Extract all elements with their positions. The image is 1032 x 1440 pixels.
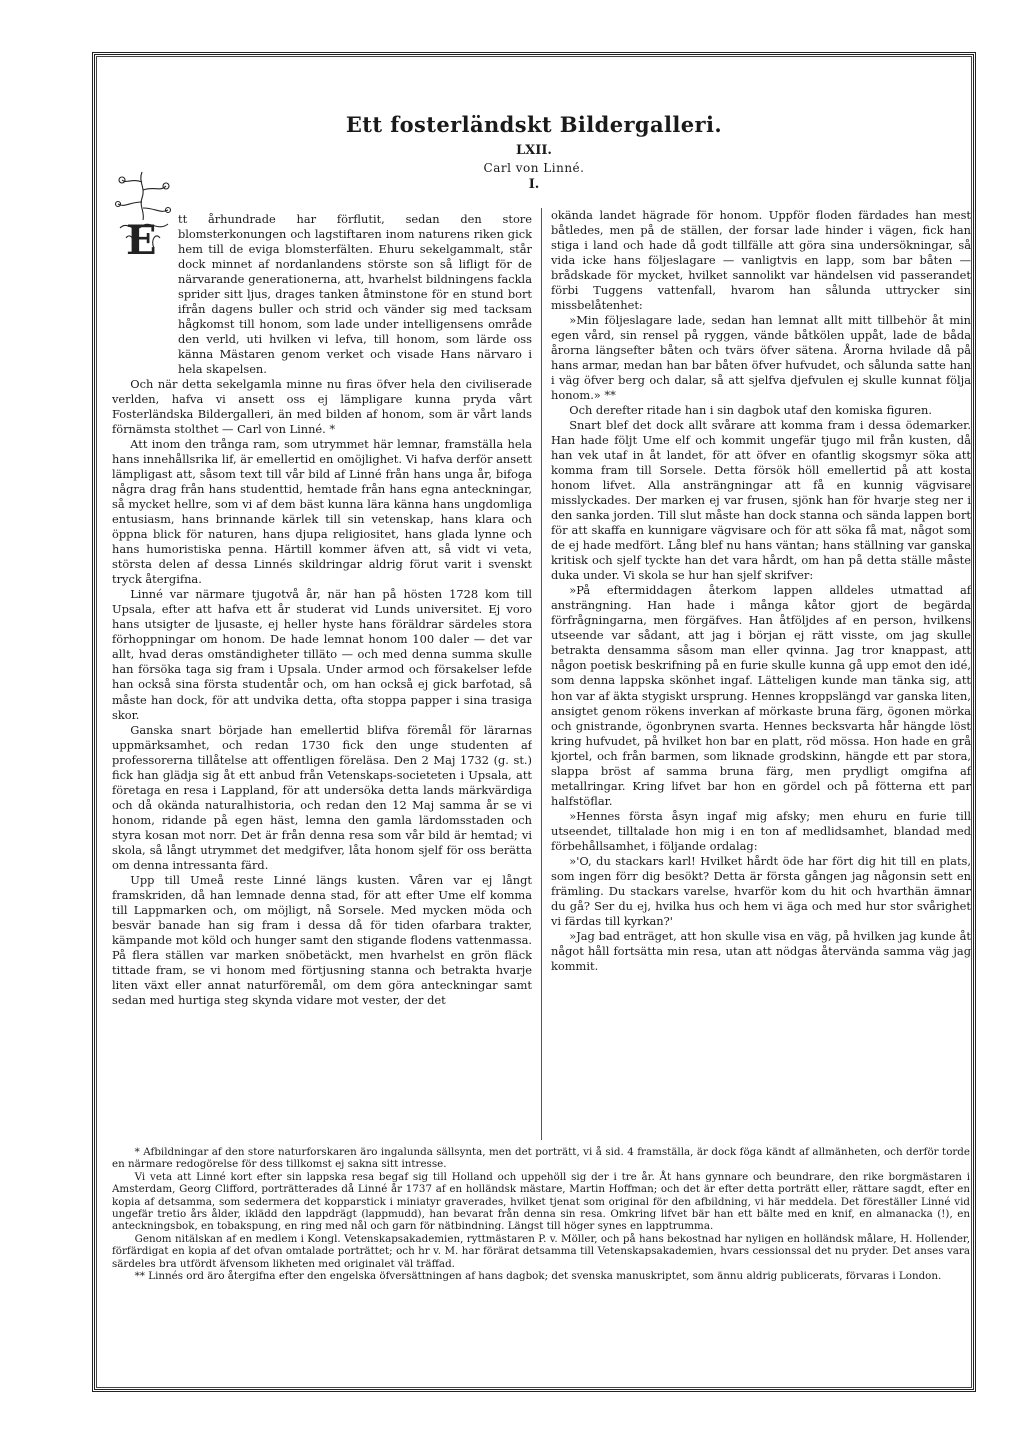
paragraph: »'O, du stackars karl! Hvilket hårdt öde har fört dig hit till en plats, som ingen förr dig besökt? Detta är första gången jag någonsin sett en främling. Du stackars varelse, hvarför kom du hit och hvarthän ämnar du gå? Ser du ej, hvilka hus och hem vi äga och med hur stor svårighet vi färdas till kyrkan?' <box>551 853 971 928</box>
footnote: * Afbildningar af den store naturforskaren äro ingalunda sällsynta, men det porträtt, vi å sid. 4 framställa, är dock föga kändt af allmänheten, och derför torde en närmare redogörelse för dess tillkomst ej sakna sitt intresse. <box>112 1146 970 1171</box>
paragraph: Och derefter ritade han i sin dagbok utaf den komiska figuren. <box>569 403 932 418</box>
article-subject: Carl von Linné. <box>483 161 585 175</box>
footnote: ** Linnés ord äro återgifna efter den engelska öfversättningen af hans dagbok; det svenska manuskriptet, som ännu aldrig publicerats, förvaras i London. <box>134 1270 942 1283</box>
paragraph: »Hennes första åsyn ingaf mig afsky; men ehuru en furie till utseendet, tilltalade hon mig i en ton af medlidsamhet, blandad med förbehållsamhet, i följande ordalag: <box>551 808 971 853</box>
footnotes <box>112 1146 970 1282</box>
paragraph: »Jag bad enträget, att hon skulle visa en väg, på hvilken jag kunde åt något håll fortsätta min resa, utan att nödgas återvända samma väg jag kommit. <box>551 928 971 973</box>
paragraph: Att inom den trånga ram, som utrymmet här lemnar, framställa hela hans innehållsrika lif, är emellertid en omöjlighet. Vi hafva derför ansett lämpligast att, såsom text till vår bild af Linné från hans unga år, bifoga några drag från hans studenttid, hemtade från hans egna anteckningar, så mycket hellre, som vi af dem bäst kunna lära känna hans ungdomliga entusiasm, hans brinnande kärlek till sin vetenskap, hans klara och öppna blick för naturen, hans djupa religiositet, hans glada lynne och hans humoristiska penna. Härtill kommer äfven att, så vidt vi veta, största delen af dessa Linnés skildringar aldrig förut varit i svenskt tryck återgifna. <box>112 437 532 587</box>
paragraph: Snart blef det dock allt svårare att komma fram i dessa ödemarker. Han hade följt Ume elf och kommit ungefär tjugo mil från kusten, då han vek utaf in åt landet, för att öfver en ofantlig skogsmyr söka att komma fram till Sorsele. Detta försök höll emellertid på att kosta honom lifvet. Alla ansträngningar att få en kunnig vägvisare misslyckades. Der marken ej var frusen, sjönk han för hvarje steg ner i den sanka jorden. Till slut måste han dock stanna och sända lappen bort för att skaffa en kunnigare vägvisare och för att söka få mat, något som de ej hade medfört. Lång blef nu hans väntan; hans ställning var ganska kritisk och sjelf tyckte han det vara hårdt, om han på detta ställe måste duka under. Vi skola se hur han sjelf skrifver: <box>551 418 971 583</box>
article-title: Ett fosterländskt Bildergalleri. <box>345 112 723 137</box>
footnote: Vi veta att Linné kort efter sin lappska resa begaf sig till Holland och uppehöll sig der i tre år. Åt hans gynnare och beundrare, den rike borgmästaren i Amsterdam, Georg Clifford, porträtterades då Linné år 1737 af en holländsk mästare, Martin Hoffman; och det är efter detta porträtt eller, rättare sagdt, efter en kopia af detsamma, som sedermera det kopparstick i miniatyr graverades, hvilket tjenat som original för den afbildning, vi här meddela. Det föreställer Linné vid ungefär tretio års ålder, iklädd den lappdrägt (lappmudd), han bevarat från denna sin resa. Omkring lifvet bär han ett bälte med en knif, en almanacka (!), en anteckningsbok, en tobakspung, en ring med nål och garn för nätbindning. Längst till höger synes en lapptrumma. <box>112 1170 970 1233</box>
paragraph: Linné var närmare tjugotvå år, när han på hösten 1728 kom till Upsala, efter att hafva ett år studerat vid Lunds universitet. Ej voro hans utsigter de ljusaste, ej heller hyste hans föräldrar särdeles stora förhoppningar om honom. De hade lemnat honom 100 daler — det var allt, hvad deras omständigheter tilläto — och med denna summa skulle han försöka taga sig fram i Upsala. Under armod och försakelser lefde han också sina första studentår och, om han också ej gick barfotad, så måste han dock, för att undvika detta, ofta stoppa papper i sina trasiga skor. <box>112 587 532 722</box>
paragraph: Och när detta sekelgamla minne nu firas öfver hela den civiliserade verlden, hafva vi ansett oss ej lämpligare kunna pryda vårt Fosterländska Bildergalleri, än med bilden af honom, som är vårt lands förnämsta stolthet — Carl von Linné. * <box>112 377 532 437</box>
paragraph: okända landet hägrade för honom. Uppför floden färdades han mest båtledes, men på de ställen, der forsar lade hinder i vägen, fick han stiga i land och hade då godt tillfälle att göra sina undersökningar, så vida icke hans följeslagare — vanligtvis en lapp, som bar båten — brådskade för mycket, hvilket sannolikt var händelsen vid passerandet förbi Tuggens vattenfall, hvarom han sålunda uttrycker sin missbelåtenhet: <box>551 208 971 313</box>
part-number: I. <box>528 177 540 192</box>
article-heading <box>96 112 972 193</box>
paragraph: Upp till Umeå reste Linné längs kusten. Våren var ej långt framskriden, då han lemnade denna stad, för att efter Ume elf komma till Lappmarken och, om möjligt, nå Sorsele. Med mycken möda och besvär banade han sig fram i dessa då för tiden ofarbara trakter, kämpande mot köld och hunger samt den stigande flodens vattenmassa. På flera ställen var marken snöbetäckt, men hvarhelst en grön fläck tittade fram, se vi honom med förtjusning stanna och betrakta hvarje liten växt eller annat naturföremål, om dem göra anteckningar samt sedan med hurtiga steg skynda vidare mot vester, der det <box>112 872 532 1007</box>
series-number: LXII. <box>516 143 552 158</box>
paragraph: »På eftermiddagen återkom lappen alldeles utmattad af ansträngning. Han hade i många kåtor gjort de begärda förfrågningarna, men förgäfves. Han åtföljdes af en person, hvilkens utseende var sådant, att jag i början ej rätt visste, om jag skulle betrakta densamma såsom man eller qvinna. Jag tror knappast, att någon poetisk beskrifning på en furie skulle kunna gå upp emot den idé, som denna lappska skönhet ingaf. Lätteligen kunde man tänka sig, att hon var af äkta stygiskt ursprung. Hennes kroppslängd var ganska liten, ansigtet genom rökens inverkan af mörkaste bruna färg, ögonen mörka och gnistrande, ögonbrynen svarta. Hennes becksvarta hår hängde löst kring hufvudet, på hvilket hon bar en platt, röd mössa. Hon hade en grå kjortel, och från barmen, som liknade grodskinn, hängde ett par stora, slappa bröst af samma bruna färg, men prydligt omgifna af metallringar. Kring lifvet bar hon en gördel och på fötterna ett par halfstöflar. <box>551 583 971 808</box>
left-column <box>112 212 532 1140</box>
paragraph: »Min följeslagare lade, sedan han lemnat allt mitt tillbehör åt min egen vård, sin rensel på ryggen, vände båtkölen uppåt, lade de båda årorna längsefter båten och tvärs öfver sätena. Årorna hvilade då på hans armar, medan han bar båten öfver hufvudet, och sålunda satte han i väg öfver berg och dalar, så att sjelfva djefvulen ej skulle kunnat följa honom.» ** <box>551 313 971 403</box>
right-column <box>551 208 971 1136</box>
footnote: Genom nitälskan af en medlem i Kongl. Vetenskapsakademien, ryttmästaren P. v. Möller, och på hans bekostnad har nyligen en holländsk målare, H. Hollender, förfärdigat en kopia af det ofvan omtalade porträttet; och hr v. M. har förärat detsamma till Vetenskapsakademien, hvars cessionssal det nu pryder. Det anses vara särdeles bra utfördt äfvensom likheten med originalet väl träffad. <box>112 1232 970 1270</box>
initial-letter: E <box>126 217 157 260</box>
paragraph: tt århundrade har förflutit, sedan den store blomsterkonungen och lagstiftaren inom naturens riken gick hem till de eviga blomsterfälten. Ehuru sekelgammalt, står dock minnet af nordanlandens störste son så lifligt för de närvarande generationerna, att, hvarhelst bildningens fackla sprider sitt ljus, drages tanken åtminstone för en stund bort ifrån dagens buller och strid och vänder sig med tacksam hågkomst till honom, som lade under intelligensens område den verld, uti hvilken vi lefva, till honom, som lärde oss känna Mästaren genom verket och visade Hans närvaro i hela skapelsen. <box>178 212 532 377</box>
column-divider <box>541 208 542 1140</box>
paragraph: Ganska snart började han emellertid blifva föremål för lärarnas uppmärksamhet, och redan 1730 fick den unge studenten af professorerna tillåtelse att offentligen föreläsa. Den 2 Maj 1732 (g. st.) fick han glädja sig åt ett anbud från Vetenskaps-societeten i Upsala, att företaga en resa i Lappland, för att undersöka detta lands märkvärdiga och då okända naturalhistoria, och redan den 12 Maj samma år se vi honom, ridande på egen häst, lemna den gamla lärdomsstaden och styra kosan mot norr. Det är från denna resa som vår bild är hemtad; vi skola, så långt utrymmet det medgifver, låta honom sjelf för oss berätta om denna intressanta färd. <box>112 722 532 872</box>
